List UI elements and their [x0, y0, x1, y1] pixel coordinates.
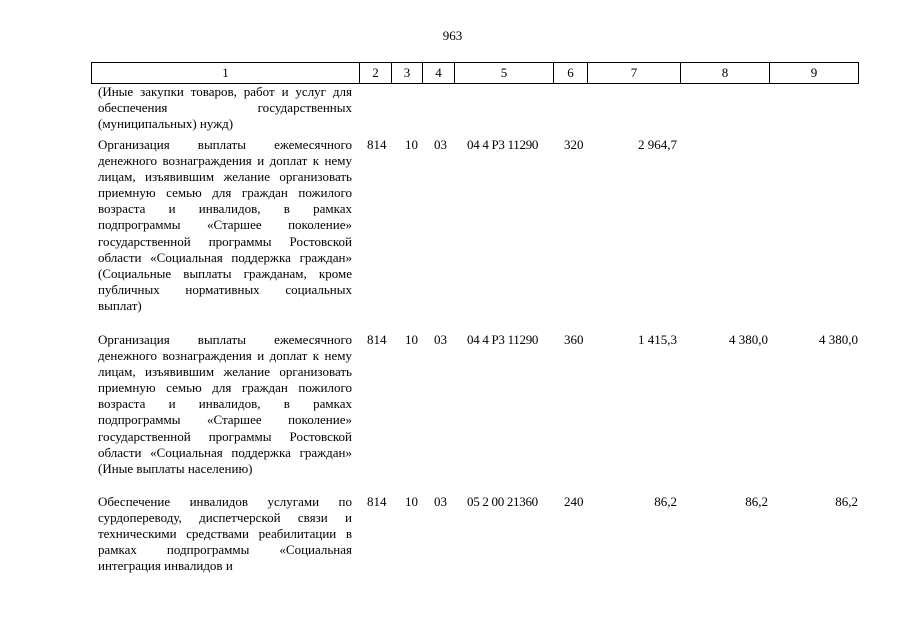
column-header-8: 8: [681, 63, 770, 84]
cell-ministry-code: 814: [367, 137, 387, 152]
cell-expense-type: 360: [564, 332, 584, 347]
table-body: [0, 84, 905, 584]
cell-subsection-code: 03: [434, 494, 447, 509]
table-row: [0, 84, 905, 137]
cell-expense-type: 240: [564, 494, 584, 509]
page-number: 963: [442, 28, 463, 43]
cell-amount-7: 2 964,7: [638, 137, 677, 152]
column-header-row: [92, 63, 859, 84]
cell-amount-9: 86,2: [835, 494, 858, 509]
column-header-9: 9: [770, 63, 859, 84]
row-description: Обеспечение инвалидов услугами по сурдопереводу, диспетчерской связи и техническими средствами реабилитации в рамках подпрограммы «Социальная интеграция инвалидов и: [98, 494, 352, 574]
column-header-7: 7: [588, 63, 681, 84]
column-header-6: 6: [554, 63, 588, 84]
column-header-4: 4: [423, 63, 455, 84]
column-header-2: 2: [360, 63, 392, 84]
cell-target-article: 05 2 00 21360: [467, 494, 538, 509]
table-row: [0, 494, 905, 584]
row-description: Организация выплаты ежемесячного денежного вознаграждения и доплат к нему лицам, изъявившим желание организовать приемную семью для граждан пожилого возраста и инвалидов, в рамках подпрограммы «Старшее поколение» государственной программы Ростовской области «Социальная поддержка граждан» (Социальные выплаты гражданам, кроме публичных нормативных социальных выплат): [98, 137, 352, 313]
cell-section-code: 10: [405, 137, 418, 152]
row-description: (Иные закупки товаров, работ и услуг для обеспечения государственных (муниципальных) нужд): [98, 84, 352, 132]
cell-amount-7: 1 415,3: [638, 332, 677, 347]
cell-ministry-code: 814: [367, 332, 387, 347]
cell-ministry-code: 814: [367, 494, 387, 509]
column-header-5: 5: [455, 63, 554, 84]
cell-target-article: 04 4 P3 11290: [467, 332, 539, 347]
cell-target-article: 04 4 P3 11290: [467, 137, 539, 152]
column-header-1: 1: [92, 63, 360, 84]
table-row: [0, 137, 905, 332]
cell-section-code: 10: [405, 494, 418, 509]
cell-subsection-code: 03: [434, 332, 447, 347]
cell-amount-8: 86,2: [745, 494, 768, 509]
cell-subsection-code: 03: [434, 137, 447, 152]
cell-amount-7: 86,2: [654, 494, 677, 509]
table-row: [0, 332, 905, 494]
cell-expense-type: 320: [564, 137, 584, 152]
cell-amount-9: 4 380,0: [819, 332, 858, 347]
cell-section-code: 10: [405, 332, 418, 347]
column-header-3: 3: [392, 63, 423, 84]
row-description: Организация выплаты ежемесячного денежного вознаграждения и доплат к нему лицам, изъявившим желание организовать приемную семью для граждан пожилого возраста и инвалидов, в рамках подпрограммы «Старшее поколение» государственной программы Ростовской области «Социальная поддержка граждан» (Иные выплаты населению): [98, 332, 352, 476]
cell-amount-8: 4 380,0: [729, 332, 768, 347]
column-header-table: [91, 62, 859, 84]
